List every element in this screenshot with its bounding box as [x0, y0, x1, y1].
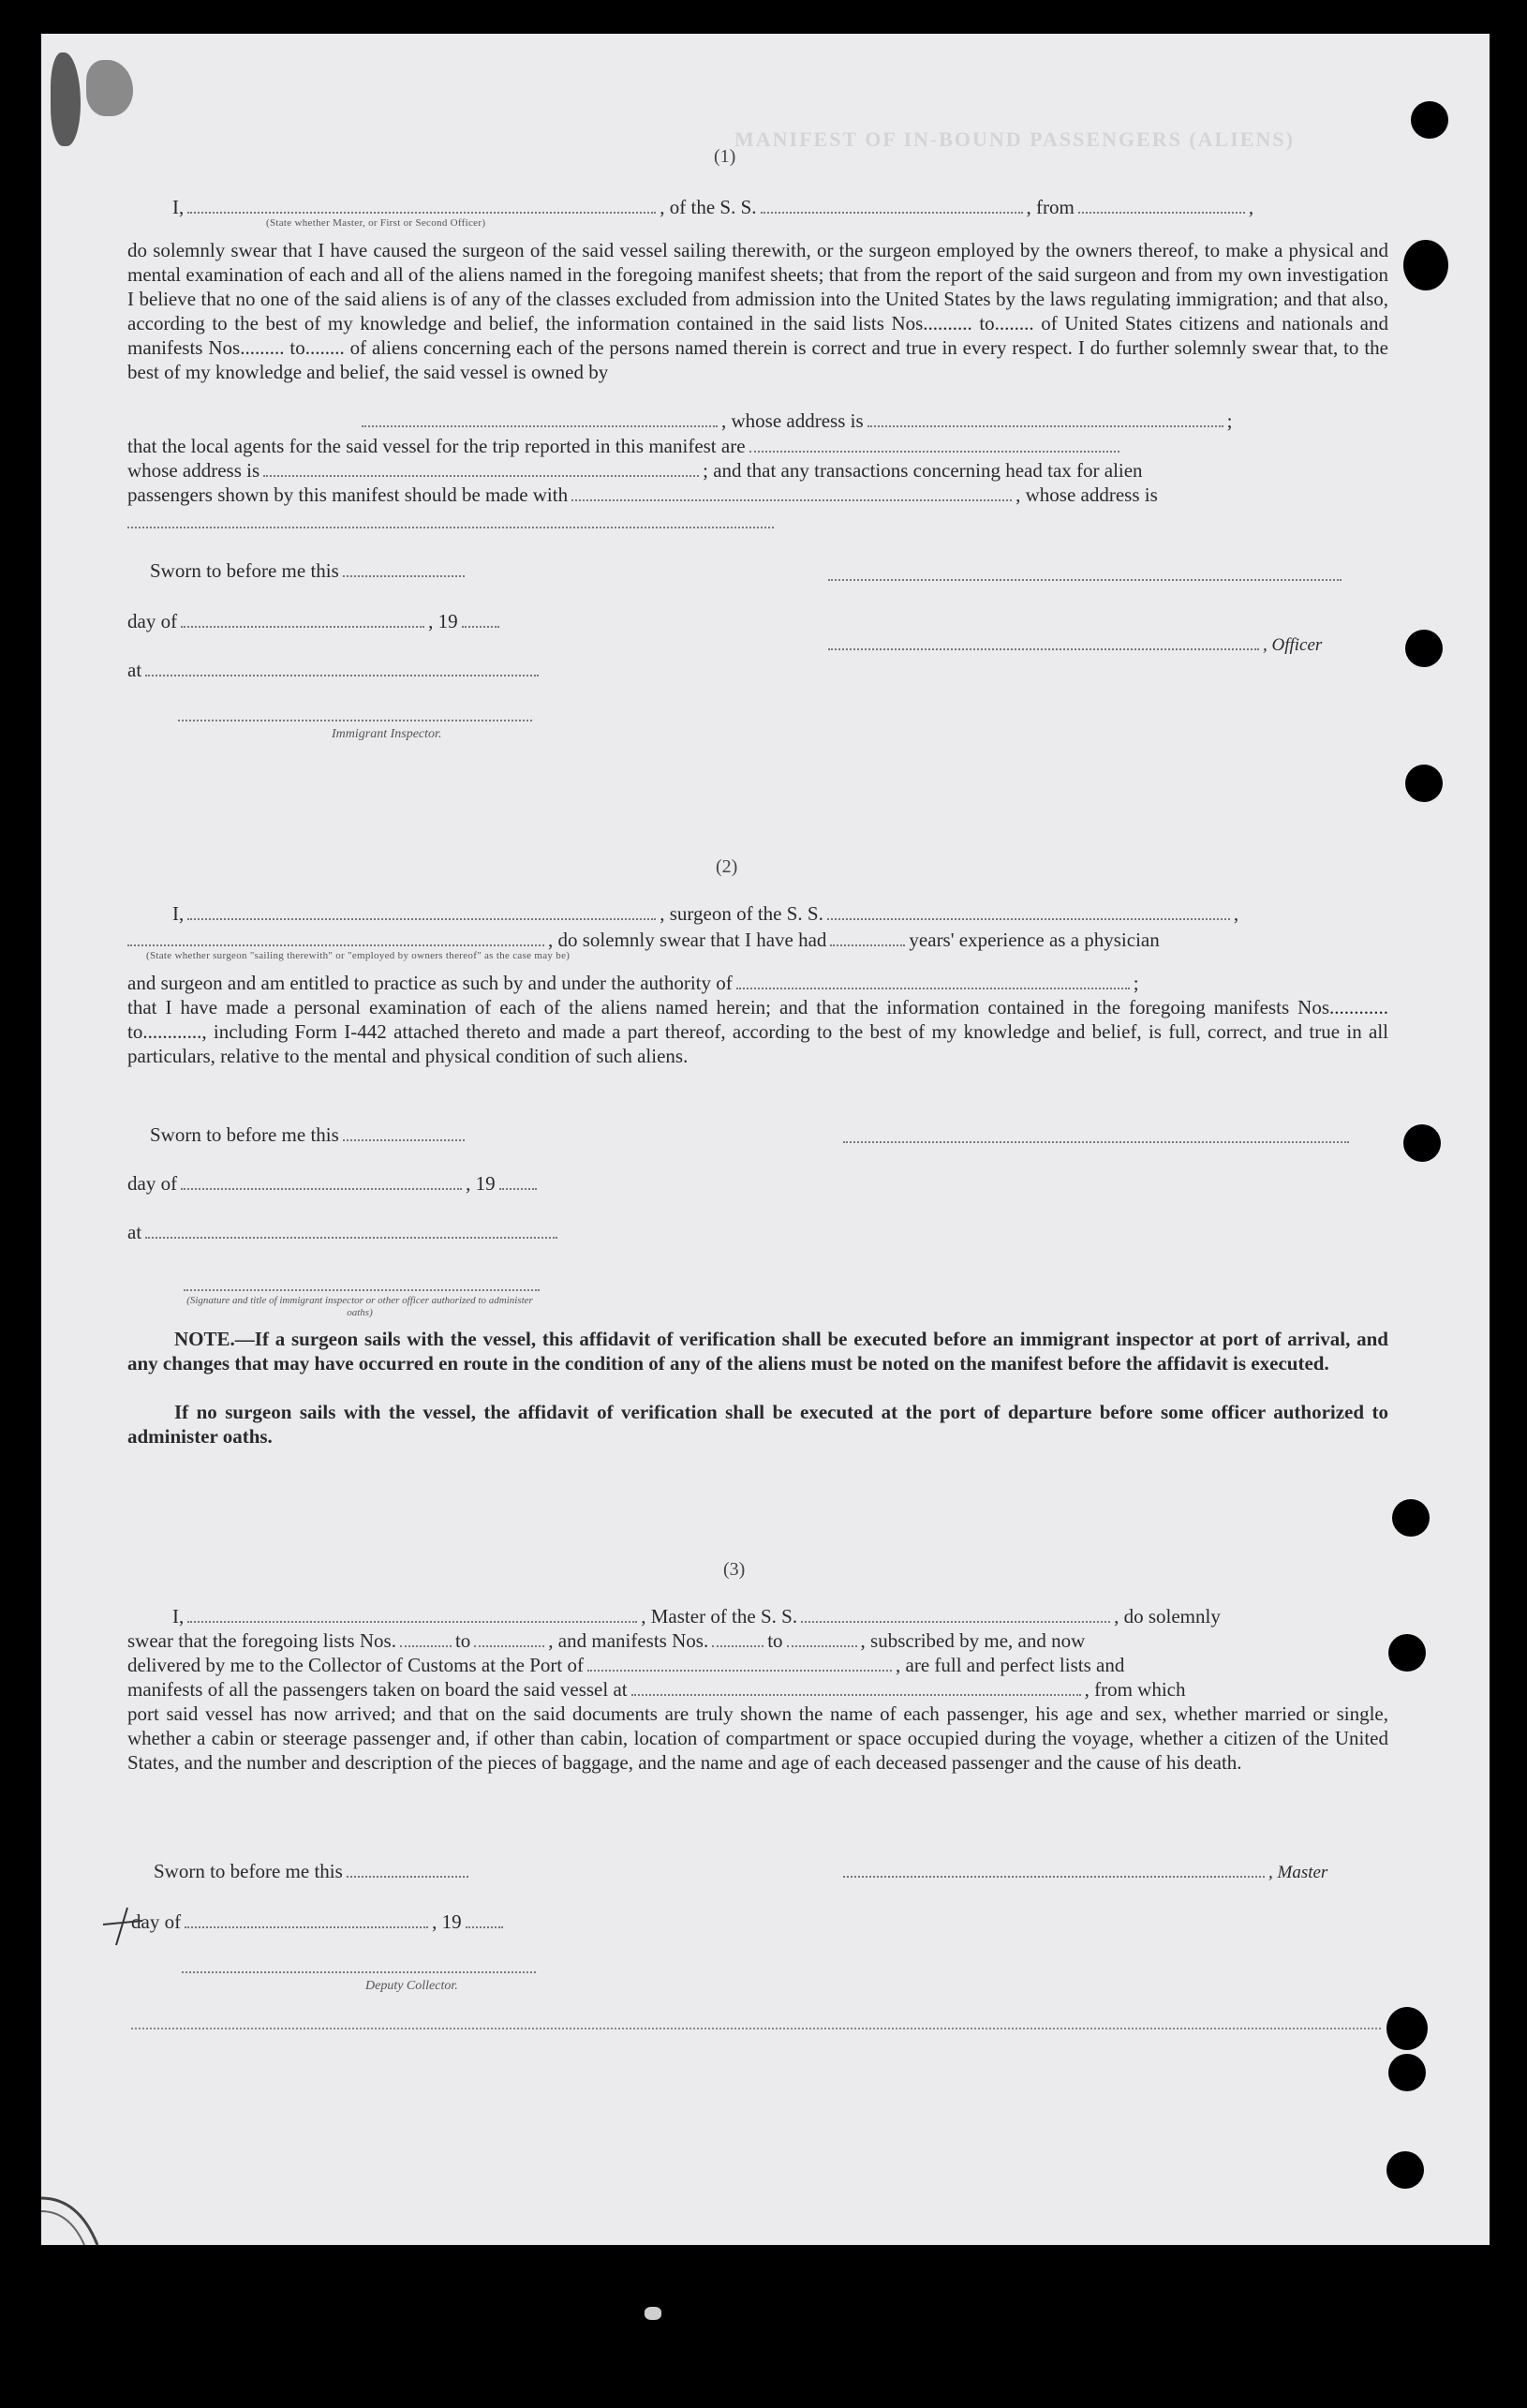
text-year: , 19: [466, 1172, 496, 1195]
text-years-experience: years' experience as a physician: [909, 929, 1160, 951]
semicolon: ;: [1226, 409, 1233, 432]
text-agents: that the local agents for the said vessel for the trip reported in this manifest are: [127, 435, 746, 457]
section-number: (1): [714, 146, 736, 167]
ghost-header-text: MANIFEST OF IN-BOUND PASSENGERS (ALIENS): [734, 127, 1295, 151]
bottom-rule: [131, 2028, 1381, 2029]
section-number: (2): [716, 856, 738, 877]
text-day-of: day of: [131, 1910, 182, 1933]
authority-line: [127, 971, 1388, 995]
text-authority: and surgeon and am entitled to practice as such by and under the authority of: [127, 972, 733, 994]
section-number: (3): [723, 1559, 746, 1580]
manifest-page: [41, 34, 1490, 2245]
punch-hole: [1388, 2054, 1426, 2091]
text-passengers: passengers shown by this manifest should be made with: [127, 483, 569, 506]
stamp-mark: [51, 52, 81, 146]
punch-hole: [1386, 2151, 1424, 2189]
note-body-2: If no surgeon sails with the vessel, the affidavit of verification shall be executed at the port of departure before some officer authorized to administer oaths.: [127, 1401, 1388, 1448]
note-head: NOTE.: [174, 1328, 235, 1350]
text-manifests: , and manifests Nos.: [548, 1629, 709, 1652]
day-of-line-3: [131, 1910, 507, 1934]
pencil-check-mark: [90, 1904, 146, 1960]
officer-signature-rule: [184, 1289, 540, 1291]
text-day-of: day of: [127, 610, 178, 632]
text-from-which: , from which: [1084, 1678, 1186, 1701]
text-delivered: delivered by me to the Collector of Customs at the Port of: [127, 1654, 584, 1676]
comma: ,: [1233, 902, 1239, 925]
text-whose-address-2: whose address is: [127, 459, 260, 482]
text-head-tax: ; and that any transactions concerning head tax for alien: [703, 459, 1143, 482]
inspector-rule: [178, 720, 532, 721]
master-line-4: [127, 1677, 1392, 1702]
immigrant-inspector-caption: Immigrant Inspector.: [332, 727, 442, 741]
text-sworn: Sworn to before me this: [150, 559, 339, 582]
oath-body-1: do solemnly swear that I have caused the surgeon of the said vessel sailing therewith, or the surgeon employed by the owners thereof, to make a physical and mental examination of each and all of the aliens named in the foregoing manifest sheets; that from the report of the said surgeon and from my own investigation I believe that no one of the said aliens is of any of the classes excluded from admission into the United States by the laws regulating immigration; and that also, according to the best of my knowledge and belief, the information contained in the said lists Nos.......... to........ of United States citizens and nationals and manifests Nos......... to........ of aliens concerning each of the persons named therein is correct and true in every respect. I do further solemnly swear that, to the best of my knowledge and belief, the said vessel is owned by: [127, 239, 1388, 383]
punch-hole: [1411, 101, 1448, 139]
punch-hole: [1388, 1634, 1426, 1672]
scan-speck: [645, 2307, 661, 2320]
semicolon: ;: [1133, 972, 1139, 994]
text-whose-address-3: , whose address is: [1016, 483, 1158, 506]
text-master-of-ss: , Master of the S. S.: [641, 1605, 798, 1628]
signature-rule-2: [843, 1141, 1349, 1143]
punch-hole: [1403, 240, 1448, 290]
text-master: , Master: [1268, 1863, 1328, 1882]
text-officer: , Officer: [1263, 635, 1323, 655]
head-tax-line: [127, 458, 1388, 483]
comma: ,: [1248, 196, 1254, 218]
text-of-ss: , of the S. S.: [660, 196, 757, 218]
text-at: at: [127, 659, 142, 681]
text-i: I,: [172, 1605, 185, 1628]
signature-caption: (Signature and title of immigrant inspector or other officer authorized to administer oaths): [186, 1295, 533, 1318]
master-signature-line: [843, 1859, 1327, 1885]
note-state-officer: (State whether Master, or First or Second Officer): [266, 217, 486, 229]
stamp-mark: [86, 60, 133, 116]
note-state-surgeon: (State whether surgeon "sailing therewith" or "employed by owners thereof" as the case may be): [146, 950, 571, 961]
text-swear-lists: swear that the foregoing lists Nos.: [127, 1629, 396, 1652]
deputy-collector-caption: Deputy Collector.: [365, 1979, 458, 1993]
text-manifests-of: manifests of all the passengers taken on board the said vessel at: [127, 1678, 628, 1701]
collector-rule: [182, 1971, 536, 1973]
text-solemnly-swear: , do solemnly swear that I have had: [548, 929, 827, 951]
passengers-line: [127, 483, 1388, 507]
text-do-solemnly: , do solemnly: [1114, 1605, 1221, 1628]
text-i: I,: [172, 196, 185, 218]
sworn-line-2: [150, 1122, 468, 1147]
officer-line: [828, 632, 1322, 658]
sworn-line-1: [150, 558, 468, 583]
surgeon-note-2: [127, 1400, 1388, 1449]
text-from: , from: [1026, 196, 1075, 218]
owned-line: [127, 409, 1388, 433]
day-of-line-2: [127, 1171, 541, 1196]
address-rule: [127, 527, 774, 528]
master-body: port said vessel has now arrived; and that on the said documents are truly shown the name of each passenger, his age and sex, whether married or single, whether a cabin or steerage passenger and, if other than cabin, location of compartment or space occupied during the voyage, whether a citizen of the United States, and the number and description of the pieces of baggage, and the name and age of each deceased passenger and the cause of his death.: [127, 1702, 1388, 1774]
signature-rule-1: [828, 579, 1342, 581]
master-line-2: [127, 1628, 1392, 1653]
note-body: —If a surgeon sails with the vessel, this affidavit of verification shall be executed before an immigrant inspector at port of arrival, and any changes that may have occurred en route in the condition of any of the aliens must be noted on the manifest before the affidavit is executed.: [127, 1328, 1388, 1375]
punch-hole: [1392, 1499, 1430, 1537]
master-line-1: [172, 1604, 1396, 1628]
text-at: at: [127, 1221, 142, 1243]
text-to: to: [454, 1629, 471, 1652]
at-line-1: [127, 658, 542, 682]
master-line-3: [127, 1653, 1392, 1677]
seal-fragment: [41, 2189, 126, 2245]
text-subscribed: , subscribed by me, and now: [860, 1629, 1086, 1652]
text-i: I,: [172, 902, 185, 925]
day-of-line-1: [127, 609, 503, 633]
text-whose-address: , whose address is: [721, 409, 864, 432]
text-year: , 19: [432, 1910, 462, 1933]
surgeon-body: that I have made a personal examination of each of the aliens named herein; and that the information contained in the foregoing manifests Nos............ to............, including Form I-442 attached thereto and made a part thereof, according to the best of my knowledge and belief, is full, correct, and true in all particulars, relative to the mental and physical condition of such aliens.: [127, 996, 1388, 1067]
text-to: to: [767, 1629, 783, 1652]
sworn-line-3: [154, 1859, 472, 1883]
punch-hole: [1405, 765, 1443, 802]
text-sworn: Sworn to before me this: [150, 1123, 339, 1146]
text-year: , 19: [428, 610, 458, 632]
punch-hole: [1403, 1124, 1441, 1162]
punch-hole: [1386, 2007, 1428, 2050]
oath-line-1: [172, 195, 1396, 219]
text-full-lists: , are full and perfect lists and: [896, 1654, 1125, 1676]
text-day-of: day of: [127, 1172, 178, 1195]
surgeon-line-2: [127, 928, 1388, 952]
agents-line: [127, 434, 1388, 458]
punch-hole: [1405, 630, 1443, 667]
text-sworn: Sworn to before me this: [154, 1860, 343, 1882]
surgeon-line-1: [172, 901, 1390, 926]
surgeon-note: [127, 1327, 1388, 1375]
text-surgeon-of-ss: , surgeon of the S. S.: [660, 902, 823, 925]
at-line-2: [127, 1220, 561, 1244]
